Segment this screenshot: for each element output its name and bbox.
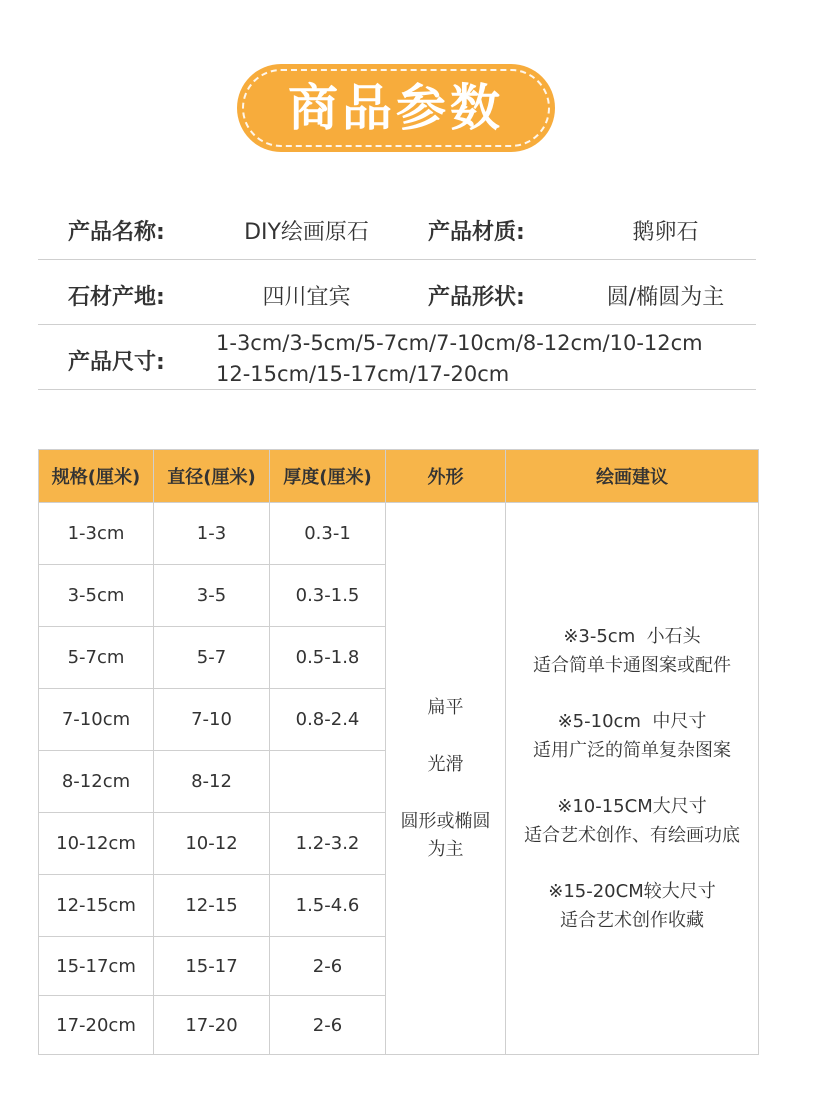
- cell-thickness: 0.5-1.8: [270, 627, 386, 689]
- material-value: 鹅卵石: [632, 220, 699, 245]
- advice-line: ※10-15CM大尺寸: [557, 796, 707, 817]
- origin-value: 四川宜宾: [262, 285, 351, 310]
- advice-line: ※5-10cm 中尺寸: [557, 711, 707, 732]
- cell-spec: 10-12cm: [39, 813, 154, 875]
- page-title: 商品参数: [288, 79, 504, 137]
- name-value: DIY绘画原石: [244, 220, 369, 245]
- cell-spec: 15-17cm: [39, 937, 154, 996]
- cell-diameter: 7-10: [154, 689, 270, 751]
- shape-cell: [386, 503, 506, 1055]
- origin-label: 石材产地:: [68, 285, 165, 310]
- header-advice: 绘画建议: [506, 450, 759, 503]
- advice-line: 适用广泛的简单复杂图案: [533, 740, 731, 761]
- spec-table: [38, 449, 759, 1055]
- param-row-name-material: [38, 195, 756, 260]
- size-label: 产品尺寸:: [68, 350, 165, 375]
- advice-line: 适合艺术创作、有绘画功底: [524, 825, 740, 846]
- advice-line: ※15-20CM较大尺寸: [548, 881, 716, 902]
- shape-line: 为主: [427, 838, 464, 860]
- header-shape: 外形: [386, 450, 506, 503]
- cell-diameter: 10-12: [154, 813, 270, 875]
- cell-diameter: 3-5: [154, 565, 270, 627]
- shape-value: 圆/椭圆为主: [606, 285, 725, 310]
- cell-thickness: 2-6: [270, 996, 386, 1055]
- shape-line: 圆形或椭圆: [400, 810, 491, 832]
- cell-thickness: 0.3-1: [270, 503, 386, 565]
- cell-spec: 7-10cm: [39, 689, 154, 751]
- header-thickness: 厚度(厘米): [270, 450, 386, 503]
- shape-line: 光滑: [427, 753, 464, 775]
- name-label: 产品名称:: [68, 220, 165, 245]
- cell-diameter: 12-15: [154, 875, 270, 937]
- cell-diameter: 5-7: [154, 627, 270, 689]
- material-label: 产品材质:: [428, 220, 525, 245]
- cell-spec: 5-7cm: [39, 627, 154, 689]
- cell-spec: 8-12cm: [39, 751, 154, 813]
- table-row: [39, 503, 759, 565]
- cell-thickness: 0.8-2.4: [270, 689, 386, 751]
- title-banner: [237, 64, 555, 152]
- header-spec: 规格(厘米): [39, 450, 154, 503]
- shape-line: 扁平: [427, 696, 464, 718]
- cell-thickness: 1.2-3.2: [270, 813, 386, 875]
- cell-diameter: 8-12: [154, 751, 270, 813]
- table-header-row: [39, 450, 759, 503]
- cell-spec: 1-3cm: [39, 503, 154, 565]
- cell-spec: 12-15cm: [39, 875, 154, 937]
- advice-line: 适合艺术创作收藏: [560, 910, 704, 931]
- param-row-origin-shape: [38, 260, 756, 325]
- cell-thickness: 0.3-1.5: [270, 565, 386, 627]
- cell-spec: 3-5cm: [39, 565, 154, 627]
- cell-thickness: 2-6: [270, 937, 386, 996]
- cell-thickness: 1.5-4.6: [270, 875, 386, 937]
- cell-spec: 17-20cm: [39, 996, 154, 1055]
- size-value-line2: 12-15cm/15-17cm/17-20cm: [216, 362, 510, 386]
- advice-cell: [506, 503, 759, 1055]
- header-diameter: 直径(厘米): [154, 450, 270, 503]
- size-value-line1: 1-3cm/3-5cm/5-7cm/7-10cm/8-12cm/10-12cm: [216, 331, 703, 355]
- param-row-size: [38, 325, 756, 390]
- cell-thickness: [270, 751, 386, 813]
- cell-diameter: 15-17: [154, 937, 270, 996]
- shape-label: 产品形状:: [428, 285, 525, 310]
- advice-line: ※3-5cm 小石头: [563, 626, 701, 647]
- advice-line: 适合简单卡通图案或配件: [533, 655, 731, 676]
- cell-diameter: 1-3: [154, 503, 270, 565]
- cell-diameter: 17-20: [154, 996, 270, 1055]
